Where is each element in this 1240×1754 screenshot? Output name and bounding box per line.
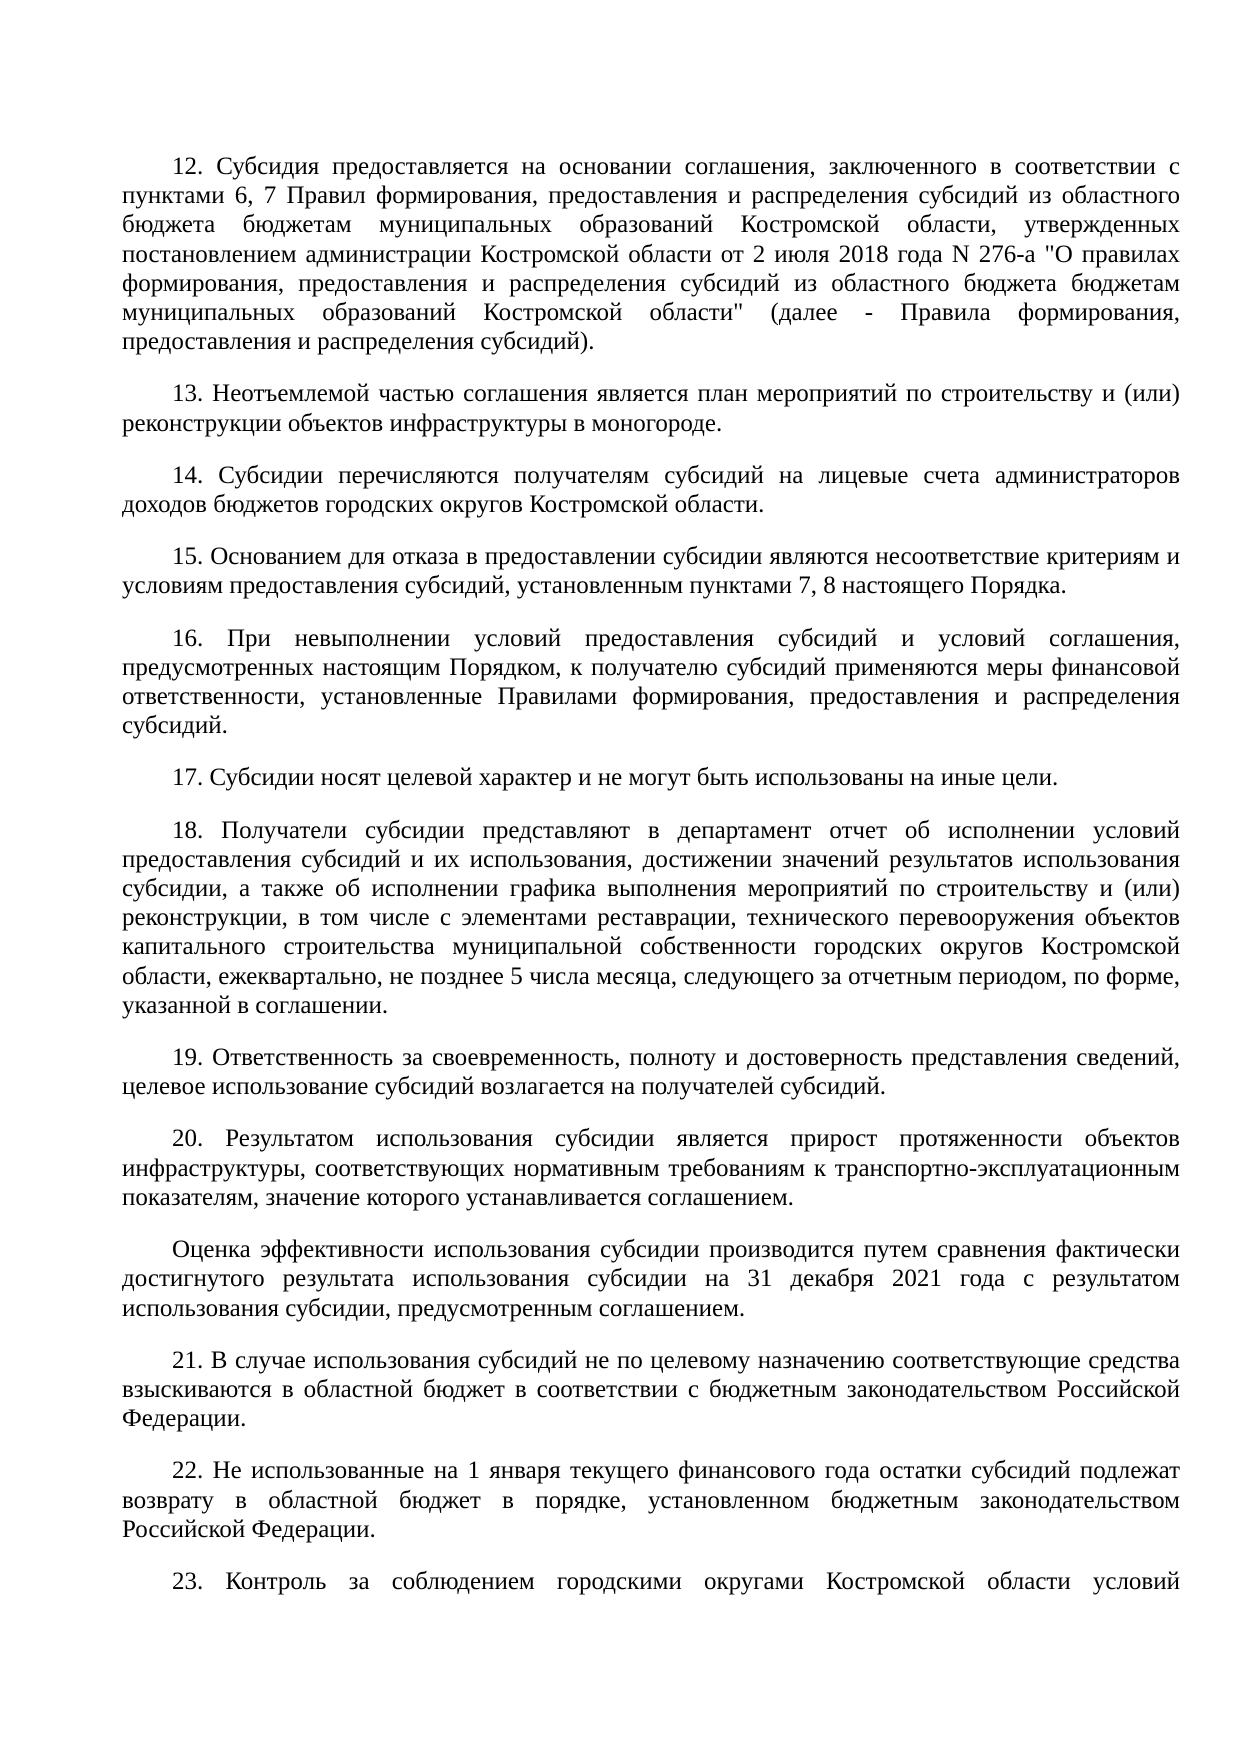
paragraph-line: пунктами 6, 7 Правил формирования, предоставления и распределения субсидий из областного bbox=[122, 182, 1180, 210]
paragraph-line: формирования, предоставления и распределения субсидий из областного бюджета бюджетам bbox=[122, 269, 1180, 297]
paragraph bbox=[122, 1456, 1180, 1544]
paragraph-line: Российской Федерации. bbox=[122, 1515, 376, 1543]
paragraph-line: 15. Основанием для отказа в предоставлении субсидии являются несоответствие критериям и bbox=[172, 543, 1180, 571]
document-page bbox=[122, 152, 1180, 1619]
paragraph-line: капитального строительства муниципальной собственности городских округов Костромской bbox=[122, 933, 1180, 961]
paragraph-line: 23. Контроль за соблюдением городскими округами Костромской области условий bbox=[172, 1567, 1180, 1595]
paragraph bbox=[122, 1124, 1180, 1212]
paragraph bbox=[122, 1235, 1180, 1323]
paragraph-line: субсидий. bbox=[122, 712, 228, 740]
paragraph-line: 14. Субсидии перечисляются получателям субсидий на лицевые счета администраторов bbox=[172, 461, 1180, 489]
paragraph bbox=[122, 379, 1180, 437]
paragraph-line: показателям, значение которого устанавливается соглашением. bbox=[122, 1183, 794, 1211]
paragraph-line: предоставления субсидий и их использования, достижении значений результатов использования bbox=[122, 845, 1180, 873]
paragraph-line: субсидии, а также об исполнении графика выполнения мероприятий по строительству и (или) bbox=[122, 875, 1180, 903]
paragraph-line: условиям предоставления субсидий, установленным пунктами 7, 8 настоящего Порядка. bbox=[122, 572, 1067, 600]
paragraph-line: 20. Результатом использования субсидии является прирост протяженности объектов bbox=[172, 1125, 1180, 1153]
paragraph bbox=[122, 542, 1180, 600]
paragraph-line: реконструкции объектов инфраструктуры в моногороде. bbox=[122, 409, 723, 437]
paragraph-line: 13. Неотъемлемой частью соглашения является план мероприятий по строительству и (или) bbox=[172, 380, 1180, 408]
paragraph-line: реконструкции, в том числе с элементами реставрации, технического перевооружения объектов bbox=[122, 904, 1180, 932]
paragraph bbox=[122, 816, 1180, 1020]
paragraph-line: Оценка эффективности использования субсидии производится путем сравнения фактически bbox=[172, 1236, 1180, 1264]
paragraph-line: 19. Ответственность за своевременность, полноту и достоверность представления сведений, bbox=[172, 1044, 1180, 1072]
paragraph-line: 21. В случае использования субсидий не по целевому назначению соответствующие средства bbox=[172, 1346, 1180, 1374]
paragraph-line: ответственности, установленные Правилами формирования, предоставления и распределения bbox=[122, 683, 1180, 711]
paragraph-line: возврату в областной бюджет в порядке, установленном бюджетным законодательством bbox=[122, 1486, 1180, 1514]
paragraph bbox=[122, 1043, 1180, 1101]
paragraph-line: использования субсидии, предусмотренным соглашением. bbox=[122, 1294, 746, 1322]
paragraph-line: доходов бюджетов городских округов Костромской области. bbox=[122, 491, 765, 519]
paragraph-line: постановлением администрации Костромской области от 2 июля 2018 года N 276-а "О правилах bbox=[122, 240, 1180, 268]
paragraph-line: 16. При невыполнении условий предоставления субсидий и условий соглашения, bbox=[172, 624, 1180, 652]
paragraph bbox=[122, 1567, 1180, 1596]
paragraph-line: 12. Субсидия предоставляется на основании соглашения, заключенного в соответствии с bbox=[172, 153, 1180, 180]
paragraph-line: области, ежеквартально, не позднее 5 числа месяца, следующего за отчетным периодом, по форме, bbox=[122, 962, 1180, 990]
paragraph bbox=[122, 763, 1180, 792]
paragraph-line: достигнутого результата использования субсидии на 31 декабря 2021 года с результатом bbox=[122, 1265, 1180, 1293]
paragraph-line: указанной в соглашении. bbox=[122, 991, 389, 1019]
paragraph-line: инфраструктуры, соответствующих нормативным требованиям к транспортно-эксплуатационным bbox=[122, 1154, 1180, 1182]
paragraph bbox=[122, 1346, 1180, 1434]
paragraph-line: муниципальных образований Костромской области" (далее - Правила формирования, bbox=[122, 299, 1180, 327]
paragraph bbox=[122, 461, 1180, 519]
paragraph-line: целевое использование субсидий возлагается на получателей субсидий. bbox=[122, 1073, 886, 1101]
paragraph-line: взыскиваются в областной бюджет в соответствии с бюджетным законодательством Российской bbox=[122, 1375, 1180, 1403]
paragraph-line: 18. Получатели субсидии представляют в департамент отчет об исполнении условий bbox=[172, 816, 1180, 844]
paragraph bbox=[122, 624, 1180, 741]
paragraph-line: бюджета бюджетам муниципальных образований Костромской области, утвержденных bbox=[122, 211, 1180, 239]
paragraph-line: 22. Не использованные на 1 января текущего финансового года остатки субсидий подлежат bbox=[172, 1457, 1180, 1485]
paragraph-line: Федерации. bbox=[122, 1405, 247, 1433]
paragraph-line: 17. Субсидии носят целевой характер и не могут быть использованы на иные цели. bbox=[172, 764, 1059, 792]
paragraph-line: предоставления и распределения субсидий). bbox=[122, 328, 595, 356]
paragraph bbox=[122, 152, 1180, 356]
paragraph-line: предусмотренных настоящим Порядком, к получателю субсидий применяются меры финансовой bbox=[122, 653, 1180, 681]
